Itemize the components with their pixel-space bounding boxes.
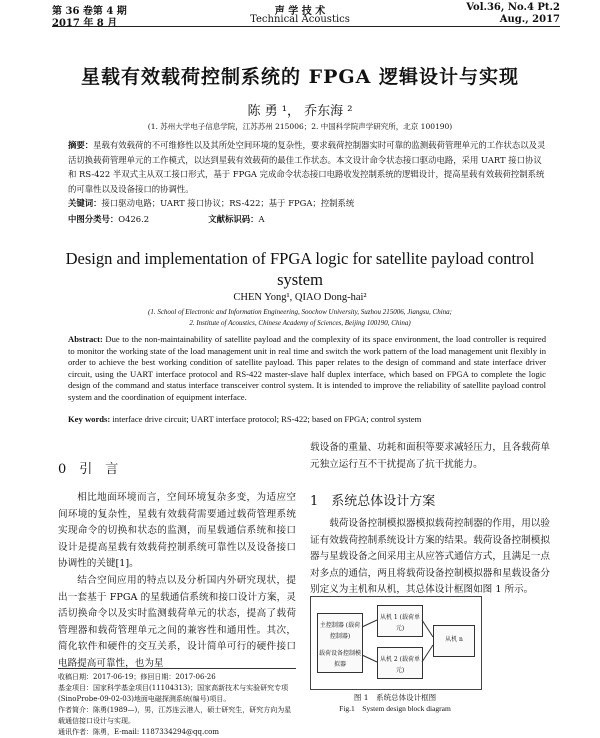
abstract-en-label: Abstract: bbox=[68, 334, 103, 344]
simulator-label: 载荷设备控制模拟器 bbox=[318, 650, 361, 668]
title-cn: 星载有效载荷控制系统的 FPGA 逻辑设计与实现 bbox=[81, 66, 519, 88]
slave-1-label: 从机 1 (载荷单元) bbox=[380, 614, 420, 632]
keywords-en bbox=[68, 414, 546, 424]
keywords-en-label: Key words: bbox=[68, 414, 111, 424]
affiliation-en-2: 2. Institute of Acoustics, Chinese Academy of Sciences, Beijing 100190, China) bbox=[189, 319, 411, 327]
section-1-para: 载荷设备控制模拟器模拟载荷控制器的作用，用以验证有效载荷控制系统设计方案的结果。载荷设备控制模拟器与星载设备之间采用主从应答式通信方式，且满足一点对多点的通信，两且将载荷设备控制模拟器和星载设备分别定义为主机和从机，其总体设计框图如图 1 所示。 bbox=[310, 518, 550, 596]
journal-name-en: Technical Acoustics bbox=[250, 14, 350, 25]
section-0-heading: 0 引 言 bbox=[58, 462, 119, 477]
journal-name-cn: 声 学 技 术 bbox=[274, 6, 326, 17]
abstract-cn bbox=[68, 138, 546, 196]
abstract-cn-text: 星载有效载荷的不可维修性以及其所处空间环境的复杂性，要求载荷控制器实时可靠的监测载荷管理单元的工作状态以及灵活切换载荷管理单元的工作模式，以达到星载有效载荷的最佳工作状态。本文设计命令状态接口驱动电路，采用 UART 接口协议和 RS-422 半双式主从双工接口形式，基于 FPGA 完成命令状态接口电路收发控制系统的逻辑设计，提高星载有效载荷控制系统的可靠性以及设备接口的协调性。 bbox=[68, 140, 546, 194]
footnotes bbox=[58, 672, 296, 738]
header-rule bbox=[52, 26, 560, 27]
connector-line bbox=[422, 645, 433, 662]
slave-2-label: 从机 2 (载荷单元) bbox=[380, 656, 420, 674]
figure-1-caption-cn: 图 1 系统总体设计框图 bbox=[353, 693, 437, 702]
keywords-cn-label: 关键词： bbox=[68, 198, 102, 208]
figure-1-diagram bbox=[310, 596, 482, 690]
footnote-received: 收稿日期：2017-06-19；修回日期：2017-06-26 bbox=[58, 673, 216, 681]
clc-value: O426.2 bbox=[118, 214, 150, 224]
figure-1-caption-en: Fig.1 System design block diagram bbox=[339, 704, 451, 713]
figure-1-connectors bbox=[311, 597, 481, 689]
footnote-author: 作者简介：陈勇(1989—)，男，江苏连云港人，硕士研究生，研究方向为星载通信接口设计与实现。 bbox=[58, 706, 292, 725]
issue-date-en: Aug., 2017 bbox=[499, 14, 560, 25]
affiliations-cn: (1. 苏州大学电子信息学院，江苏苏州 215006；2. 中国科学院声学研究所，北京 100190) bbox=[147, 122, 453, 131]
connector-line bbox=[362, 655, 377, 662]
doc-code-value: A bbox=[258, 214, 265, 224]
affiliation-en-1: (1. School of Electronic and Information Engineering, Soochow University, Suzhou 215006, Jiangsu, China; bbox=[147, 308, 452, 316]
section-1-heading: 1 系统总体设计方案 bbox=[310, 494, 436, 509]
abstract-cn-label: 摘要： bbox=[68, 140, 94, 150]
abstract-en-text: Due to the non-maintainability of satellite payload and the complexity of its space environment, the load controller is required to monitor the working state of the load management unit in real time and switch the work pattern of the load management unit flexibly in order to achieve the best working condition of satellite payload. This paper relates to the design of command and state interface driver circuit, using the UART interface protocol and RS-422 master-slave half duplex interface, which based on FPGA to complete the logic design of the command and status interface transceiver control system. It is intended to improve the reliability of satellite payload control system and the coordination of equipment interface. bbox=[68, 334, 546, 402]
classification-cn bbox=[68, 212, 546, 227]
right-column-continuation: 载设备的重量、功耗和面积等要求减轻压力，且各载荷单元独立运行互不干扰提高了抗干扰能力。 bbox=[310, 442, 550, 470]
title-en: Design and implementation of FPGA logic for satellite payload control system bbox=[65, 249, 535, 289]
journal-header bbox=[0, 0, 600, 28]
issue-date: 2017 年 8 月 bbox=[52, 18, 118, 29]
footnote-corresponding: 通讯作者：陈勇，E-mail: 1187334294@qq.com bbox=[58, 728, 219, 736]
authors-cn: 陈 勇 ¹， 乔东海 ² bbox=[247, 104, 353, 119]
connector-line bbox=[422, 620, 433, 637]
keywords-cn bbox=[68, 196, 546, 211]
master-controller-label: 主控制器 (载荷控制器) bbox=[319, 622, 361, 640]
keywords-cn-text: 接口驱动电路；UART 接口协议；RS-422；基于 FPGA；控制系统 bbox=[101, 198, 355, 208]
volume-issue: 第 36 卷第 4 期 bbox=[52, 6, 127, 17]
volume-issue-en: Vol.36, No.4 Pt.2 bbox=[466, 2, 560, 13]
clc-label: 中图分类号： bbox=[68, 214, 119, 224]
slave-n-label: 从机 n bbox=[445, 636, 463, 643]
section-0-para-2: 结合空间应用的特点以及分析国内外研究现状，提出一套基于 FPGA 的星载通信系统和接口设计方案，灵活切换命令以及实时监测载荷单元的状态，提高了载荷管理器和载荷管理单元之间的兼容性和通用性。其次，简化软件和硬件的交互关系，设计简单可行的硬件接口电路提高可靠性，也为星 bbox=[58, 575, 296, 669]
connector-line bbox=[362, 620, 377, 627]
footnote-fund: 基金项目：国家科学基金项目(11104313)；国家高新技术与实验研究专项(SinoProbe-09-02-03)地面电磁探测系统(编号)项目。 bbox=[58, 684, 289, 703]
doc-code-label: 文献标识码： bbox=[208, 214, 259, 224]
keywords-en-text: interface drive circuit; UART interface protocol; RS-422; based on FPGA; control system bbox=[112, 414, 422, 424]
authors-en: CHEN Yong¹, QIAO Dong-hai² bbox=[233, 292, 367, 303]
footnote-rule bbox=[58, 668, 296, 669]
section-0-para-1: 相比地面环境而言，空间环境复杂多变，为适应空间环境的复杂性，星载有效载荷需要通过载荷管理系统实现命令的切换和状态的监测，而星载通信系统和接口设计是提高星载有效载荷控制系统可靠性以及设备接口协调性的关键[1]。 bbox=[58, 492, 296, 570]
abstract-en bbox=[68, 334, 546, 404]
